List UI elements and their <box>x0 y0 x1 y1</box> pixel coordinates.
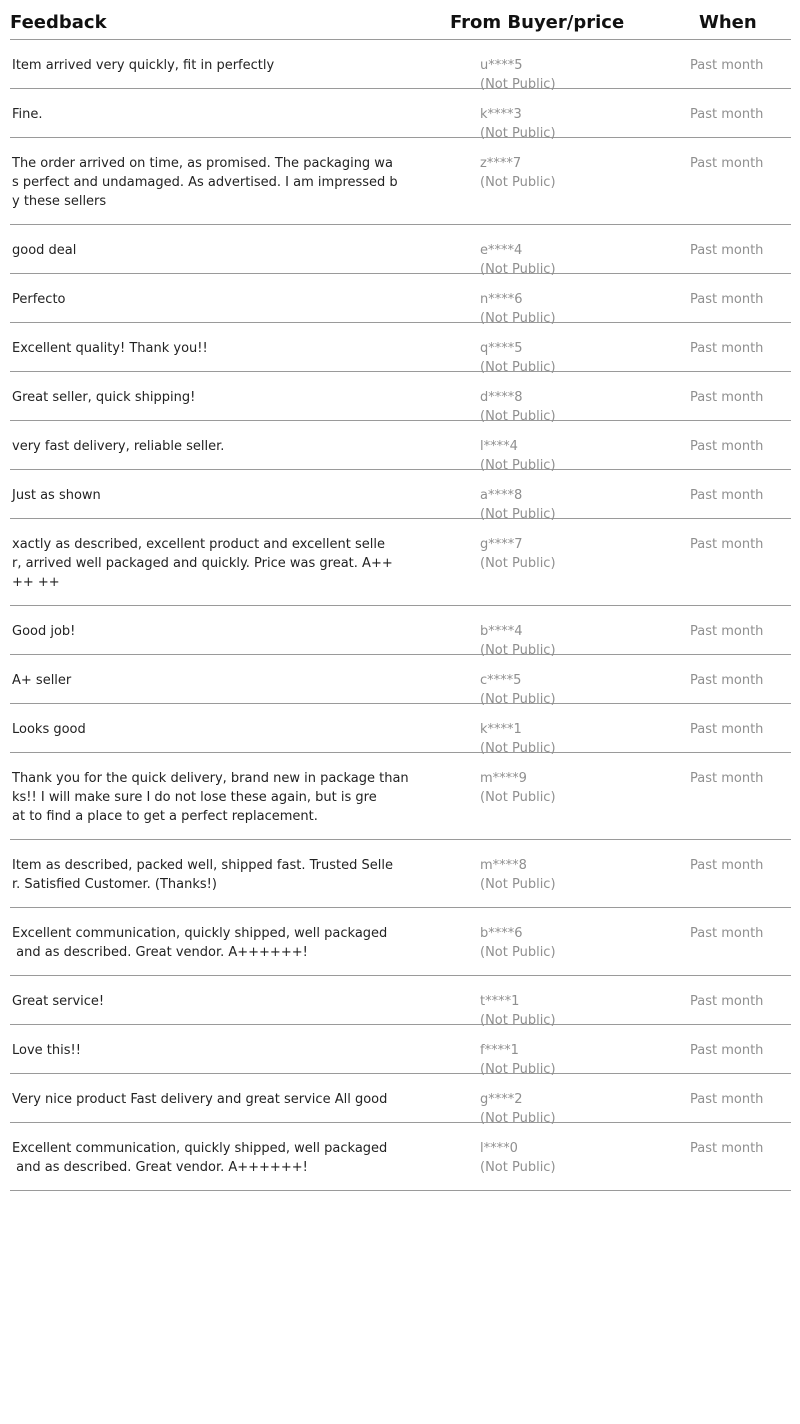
table-row <box>10 421 791 473</box>
buyer-id: z****7 <box>480 156 522 171</box>
buyer-id: l****0 <box>480 1141 518 1156</box>
feedback-text: Item arrived very quickly, fit in perfectly <box>12 58 275 73</box>
buyer-id: u****5 <box>480 58 523 73</box>
feedback-when: Past month <box>690 439 764 454</box>
feedback-when: Past month <box>690 624 764 639</box>
feedback-when: Past month <box>690 1092 764 1107</box>
feedback-text: Item as described, packed well, shipped fast. Trusted Selle r. Satisfied Customer. (Thanks!) <box>12 858 393 892</box>
buyer-visibility: (Not Public) <box>480 262 556 277</box>
buyer-id: t****1 <box>480 994 520 1009</box>
table-row <box>10 323 791 375</box>
table-row <box>10 372 791 424</box>
buyer-visibility: (Not Public) <box>480 360 556 375</box>
feedback-when: Past month <box>690 390 764 405</box>
buyer-visibility: (Not Public) <box>480 692 556 707</box>
table-row <box>10 225 791 277</box>
buyer-id: g****7 <box>480 537 523 552</box>
table-row <box>10 1123 791 1191</box>
buyer-id: n****6 <box>480 292 523 307</box>
table-row <box>10 89 791 141</box>
buyer-id: l****4 <box>480 439 518 454</box>
buyer-cell <box>480 856 556 894</box>
table-row <box>10 519 791 606</box>
table-row <box>10 40 791 92</box>
table-row <box>10 976 791 1028</box>
feedback-text: The order arrived on time, as promised. The packaging wa s perfect and undamaged. As advertised. I am impressed b y these sellers <box>12 156 398 209</box>
feedback-when: Past month <box>690 107 764 122</box>
feedback-text: A+ seller <box>12 673 72 688</box>
buyer-id: k****3 <box>480 107 522 122</box>
buyer-id: m****9 <box>480 771 527 786</box>
buyer-id: k****1 <box>480 722 522 737</box>
header-feedback: Feedback <box>10 12 107 33</box>
buyer-visibility: (Not Public) <box>480 458 556 473</box>
feedback-text: Great seller, quick shipping! <box>12 390 196 405</box>
table-row <box>10 274 791 326</box>
buyer-id: c****5 <box>480 673 522 688</box>
feedback-text: Great service! <box>12 994 105 1009</box>
buyer-cell <box>480 1139 556 1177</box>
feedback-when: Past month <box>690 673 764 688</box>
buyer-id: b****4 <box>480 624 523 639</box>
buyer-visibility: (Not Public) <box>480 409 556 424</box>
table-row <box>10 908 791 976</box>
feedback-text: Thank you for the quick delivery, brand new in package than ks!! I will make sure I do not lose these again, but is gre at to find a place to get a perfect replacement. <box>12 771 409 824</box>
table-row <box>10 606 791 658</box>
feedback-when: Past month <box>690 722 764 737</box>
feedback-when: Past month <box>690 488 764 503</box>
buyer-visibility: (Not Public) <box>480 1013 556 1028</box>
feedback-text: good deal <box>12 243 77 258</box>
table-row <box>10 138 791 225</box>
table-row <box>10 753 791 840</box>
feedback-text: very fast delivery, reliable seller. <box>12 439 225 454</box>
buyer-visibility: (Not Public) <box>480 1111 556 1126</box>
buyer-id: g****2 <box>480 1092 523 1107</box>
feedback-when: Past month <box>690 771 764 786</box>
feedback-when: Past month <box>690 292 764 307</box>
feedback-text: Very nice product Fast delivery and great service All good <box>12 1092 388 1107</box>
table-header <box>10 0 791 40</box>
feedback-text: Excellent quality! Thank you!! <box>12 341 208 356</box>
buyer-visibility: (Not Public) <box>480 1062 556 1077</box>
buyer-visibility: (Not Public) <box>480 175 556 190</box>
buyer-cell <box>480 769 556 807</box>
table-row <box>10 655 791 707</box>
feedback-when: Past month <box>690 926 764 941</box>
buyer-visibility: (Not Public) <box>480 741 556 756</box>
buyer-visibility: (Not Public) <box>480 507 556 522</box>
buyer-id: b****6 <box>480 926 523 941</box>
buyer-visibility: (Not Public) <box>480 1160 556 1175</box>
feedback-text: Looks good <box>12 722 86 737</box>
feedback-text: Just as shown <box>12 488 101 503</box>
buyer-visibility: (Not Public) <box>480 790 556 805</box>
buyer-id: a****8 <box>480 488 523 503</box>
buyer-visibility: (Not Public) <box>480 77 556 92</box>
table-row <box>10 840 791 908</box>
feedback-when: Past month <box>690 858 764 873</box>
buyer-id: m****8 <box>480 858 527 873</box>
feedback-table <box>10 0 791 1191</box>
feedback-when: Past month <box>690 1043 764 1058</box>
feedback-text: Love this!! <box>12 1043 81 1058</box>
feedback-when: Past month <box>690 537 764 552</box>
buyer-visibility: (Not Public) <box>480 945 556 960</box>
table-row <box>10 1025 791 1077</box>
buyer-visibility: (Not Public) <box>480 556 556 571</box>
buyer-visibility: (Not Public) <box>480 311 556 326</box>
header-buyer-price: From Buyer/price <box>450 12 625 33</box>
table-row <box>10 1074 791 1126</box>
buyer-visibility: (Not Public) <box>480 643 556 658</box>
feedback-when: Past month <box>690 994 764 1009</box>
feedback-when: Past month <box>690 1141 764 1156</box>
feedback-when: Past month <box>690 243 764 258</box>
feedback-when: Past month <box>690 341 764 356</box>
feedback-when: Past month <box>690 156 764 171</box>
feedback-text: xactly as described, excellent product and excellent selle r, arrived well packaged and quickly. Price was great. A++ ++ ++ <box>12 537 393 590</box>
feedback-text: Perfecto <box>12 292 66 307</box>
header-when: When <box>699 12 757 33</box>
table-row <box>10 704 791 756</box>
feedback-text: Excellent communication, quickly shipped, well packaged and as described. Great vendor. A++++++! <box>12 926 388 960</box>
buyer-visibility: (Not Public) <box>480 126 556 141</box>
buyer-cell <box>480 924 556 962</box>
buyer-cell <box>480 535 556 573</box>
feedback-text: Fine. <box>12 107 43 122</box>
buyer-id: e****4 <box>480 243 523 258</box>
feedback-when: Past month <box>690 58 764 73</box>
table-row <box>10 470 791 522</box>
feedback-text: Good job! <box>12 624 76 639</box>
feedback-text: Excellent communication, quickly shipped, well packaged and as described. Great vendor. A++++++! <box>12 1141 388 1175</box>
buyer-visibility: (Not Public) <box>480 877 556 892</box>
buyer-id: q****5 <box>480 341 523 356</box>
buyer-cell <box>480 154 556 192</box>
buyer-id: f****1 <box>480 1043 519 1058</box>
buyer-id: d****8 <box>480 390 523 405</box>
